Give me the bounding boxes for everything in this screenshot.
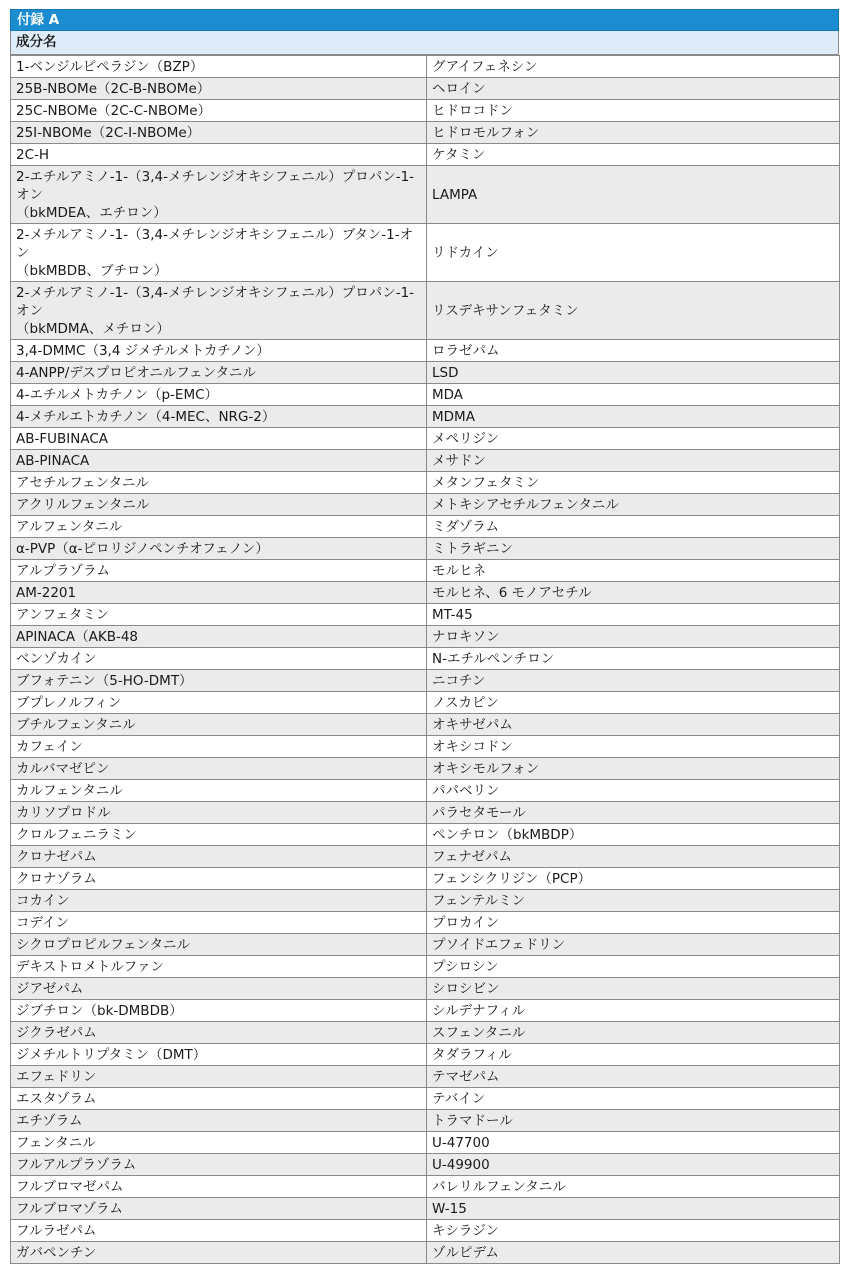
table-row <box>11 516 840 538</box>
ingredient-cell-left: 1-ベンジルピペラジン（BZP） <box>11 56 427 78</box>
table-row <box>11 714 840 736</box>
table-row <box>11 56 840 78</box>
ingredient-cell-left: ベンゾカイン <box>11 648 427 670</box>
table-row <box>11 648 840 670</box>
ingredient-cell-right: バレリルフェンタニル <box>427 1176 840 1198</box>
table-row <box>11 824 840 846</box>
table-row <box>11 224 840 282</box>
appendix-title: 付録 A <box>10 9 839 31</box>
table-row <box>11 1242 840 1264</box>
ingredient-cell-left: フルブロマゼパム <box>11 1176 427 1198</box>
table-row <box>11 340 840 362</box>
table-row <box>11 1088 840 1110</box>
ingredient-cell-left: ジクラゼパム <box>11 1022 427 1044</box>
ingredient-cell-right: リドカイン <box>427 224 840 282</box>
table-row <box>11 100 840 122</box>
ingredient-cell-right: ミダゾラム <box>427 516 840 538</box>
ingredient-cell-right: ノスカピン <box>427 692 840 714</box>
ingredient-cell-left: フェンタニル <box>11 1132 427 1154</box>
ingredient-cell-left: カリソプロドル <box>11 802 427 824</box>
ingredient-cell-left: アンフェタミン <box>11 604 427 626</box>
ingredient-cell-left: クロナゼパム <box>11 846 427 868</box>
table-row <box>11 1000 840 1022</box>
table-row <box>11 846 840 868</box>
ingredient-cell-left: アクリルフェンタニル <box>11 494 427 516</box>
ingredient-cell-right: シルデナフィル <box>427 1000 840 1022</box>
table-row <box>11 604 840 626</box>
table-row <box>11 670 840 692</box>
ingredient-cell-left: エスタゾラム <box>11 1088 427 1110</box>
table-row <box>11 1022 840 1044</box>
ingredient-cell-left: 2-メチルアミノ-1-（3,4-メチレンジオキシフェニル）プロパン-1-オン （bkMDMA、メチロン） <box>11 282 427 340</box>
ingredient-cell-right: U-49900 <box>427 1154 840 1176</box>
table-row <box>11 802 840 824</box>
ingredient-cell-right: プロカイン <box>427 912 840 934</box>
ingredient-cell-right: LSD <box>427 362 840 384</box>
ingredient-cell-left: クロルフェニラミン <box>11 824 427 846</box>
ingredient-cell-left: フルブロマゾラム <box>11 1198 427 1220</box>
table-row <box>11 582 840 604</box>
table-row <box>11 780 840 802</box>
ingredient-cell-right: キシラジン <box>427 1220 840 1242</box>
table-row <box>11 494 840 516</box>
ingredient-cell-right: ヒドロコドン <box>427 100 840 122</box>
ingredient-cell-right: トラマドール <box>427 1110 840 1132</box>
table-row <box>11 428 840 450</box>
ingredient-cell-right: W-15 <box>427 1198 840 1220</box>
ingredient-cell-left: ジアゼパム <box>11 978 427 1000</box>
ingredient-cell-left: シクロプロピルフェンタニル <box>11 934 427 956</box>
table-row <box>11 166 840 224</box>
ingredient-cell-right: ヘロイン <box>427 78 840 100</box>
ingredient-cell-left: 25C-NBOMe（2C-C-NBOMe） <box>11 100 427 122</box>
ingredient-cell-left: ブプレノルフィン <box>11 692 427 714</box>
table-row <box>11 362 840 384</box>
table-row <box>11 122 840 144</box>
table-row <box>11 450 840 472</box>
table-row <box>11 1044 840 1066</box>
table-row <box>11 384 840 406</box>
ingredient-cell-left: アルフェンタニル <box>11 516 427 538</box>
ingredient-cell-left: ガバペンチン <box>11 1242 427 1264</box>
table-row <box>11 560 840 582</box>
table-row <box>11 890 840 912</box>
ingredient-cell-right: ニコチン <box>427 670 840 692</box>
table-row <box>11 1066 840 1088</box>
table-row <box>11 144 840 166</box>
table-row <box>11 406 840 428</box>
ingredient-cell-left: エフェドリン <box>11 1066 427 1088</box>
table-row <box>11 1154 840 1176</box>
ingredient-cell-left: カルバマゼピン <box>11 758 427 780</box>
ingredient-cell-right: テマゼパム <box>427 1066 840 1088</box>
ingredient-cell-left: カルフェンタニル <box>11 780 427 802</box>
ingredient-cell-right: スフェンタニル <box>427 1022 840 1044</box>
ingredient-table <box>10 55 840 1264</box>
ingredient-cell-left: クロナゾラム <box>11 868 427 890</box>
appendix-sheet <box>10 9 839 1264</box>
ingredient-cell-left: AB-FUBINACA <box>11 428 427 450</box>
ingredient-cell-right: ヒドロモルフォン <box>427 122 840 144</box>
ingredient-cell-right: ケタミン <box>427 144 840 166</box>
table-row <box>11 758 840 780</box>
ingredient-cell-right: メサドン <box>427 450 840 472</box>
ingredient-cell-right: テバイン <box>427 1088 840 1110</box>
ingredient-cell-right: パラセタモール <box>427 802 840 824</box>
ingredient-cell-left: デキストロメトルファン <box>11 956 427 978</box>
table-row <box>11 1132 840 1154</box>
ingredient-cell-right: グアイフェネシン <box>427 56 840 78</box>
table-row <box>11 626 840 648</box>
table-row <box>11 1176 840 1198</box>
table-row <box>11 912 840 934</box>
table-row <box>11 956 840 978</box>
ingredient-cell-left: 2-エチルアミノ-1-（3,4-メチレンジオキシフェニル）プロパン-1-オン （bkMDEA、エチロン） <box>11 166 427 224</box>
ingredient-cell-left: α-PVP（α-ピロリジノペンチオフェノン） <box>11 538 427 560</box>
table-row <box>11 282 840 340</box>
ingredient-cell-left: ジメチルトリプタミン（DMT） <box>11 1044 427 1066</box>
ingredient-cell-right: N-エチルペンチロン <box>427 648 840 670</box>
ingredient-cell-left: 2-メチルアミノ-1-（3,4-メチレンジオキシフェニル）ブタン-1-オン （bkMBDB、ブチロン） <box>11 224 427 282</box>
ingredient-cell-right: ロラゼパム <box>427 340 840 362</box>
ingredient-cell-right: MDA <box>427 384 840 406</box>
table-row <box>11 472 840 494</box>
ingredient-cell-right: オキサゼパム <box>427 714 840 736</box>
ingredient-cell-left: 25I-NBOMe（2C-I-NBOMe） <box>11 122 427 144</box>
ingredient-cell-right: プソイドエフェドリン <box>427 934 840 956</box>
ingredient-cell-right: メペリジン <box>427 428 840 450</box>
ingredient-cell-left: APINACA（AKB-48 <box>11 626 427 648</box>
ingredient-cell-right: ナロキソン <box>427 626 840 648</box>
ingredient-cell-right: ミトラギニン <box>427 538 840 560</box>
ingredient-cell-right: モルヒネ、6 モノアセチル <box>427 582 840 604</box>
ingredient-cell-left: 3,4-DMMC（3,4 ジメチルメトカチノン） <box>11 340 427 362</box>
ingredient-cell-right: フェナゼパム <box>427 846 840 868</box>
table-row <box>11 78 840 100</box>
column-header: 成分名 <box>10 31 839 55</box>
table-row <box>11 868 840 890</box>
table-row <box>11 1110 840 1132</box>
ingredient-cell-right: モルヒネ <box>427 560 840 582</box>
ingredient-cell-right: MDMA <box>427 406 840 428</box>
ingredient-cell-right: ゾルピデム <box>427 1242 840 1264</box>
ingredient-cell-right: U-47700 <box>427 1132 840 1154</box>
table-row <box>11 978 840 1000</box>
ingredient-cell-left: コカイン <box>11 890 427 912</box>
table-row <box>11 1220 840 1242</box>
ingredient-cell-left: フルラゼパム <box>11 1220 427 1242</box>
ingredient-cell-left: カフェイン <box>11 736 427 758</box>
ingredient-cell-left: 4-ANPP/デスプロピオニルフェンタニル <box>11 362 427 384</box>
ingredient-cell-right: パパベリン <box>427 780 840 802</box>
ingredient-cell-left: 2C-H <box>11 144 427 166</box>
ingredient-cell-left: 25B-NBOMe（2C-B-NBOMe） <box>11 78 427 100</box>
ingredient-cell-right: オキシモルフォン <box>427 758 840 780</box>
ingredient-cell-right: メタンフェタミン <box>427 472 840 494</box>
ingredient-cell-right: LAMPA <box>427 166 840 224</box>
ingredient-cell-right: フェンシクリジン（PCP） <box>427 868 840 890</box>
ingredient-cell-left: 4-メチルエトカチノン（4-MEC、NRG-2） <box>11 406 427 428</box>
ingredient-cell-right: シロシビン <box>427 978 840 1000</box>
ingredient-cell-right: ペンチロン（bkMBDP） <box>427 824 840 846</box>
table-row <box>11 736 840 758</box>
ingredient-cell-left: アセチルフェンタニル <box>11 472 427 494</box>
ingredient-cell-left: AB-PINACA <box>11 450 427 472</box>
ingredient-cell-right: オキシコドン <box>427 736 840 758</box>
ingredient-cell-right: メトキシアセチルフェンタニル <box>427 494 840 516</box>
ingredient-cell-right: リスデキサンフェタミン <box>427 282 840 340</box>
ingredient-cell-left: アルプラゾラム <box>11 560 427 582</box>
table-row <box>11 1198 840 1220</box>
ingredient-cell-left: コデイン <box>11 912 427 934</box>
ingredient-cell-left: エチゾラム <box>11 1110 427 1132</box>
ingredient-cell-left: ジブチロン（bk-DMBDB） <box>11 1000 427 1022</box>
ingredient-cell-left: ブチルフェンタニル <box>11 714 427 736</box>
ingredient-cell-left: AM-2201 <box>11 582 427 604</box>
ingredient-cell-left: ブフォテニン（5-HO-DMT） <box>11 670 427 692</box>
table-row <box>11 538 840 560</box>
ingredient-cell-left: 4-エチルメトカチノン（p-EMC） <box>11 384 427 406</box>
ingredient-cell-right: プシロシン <box>427 956 840 978</box>
table-row <box>11 692 840 714</box>
ingredient-cell-left: フルアルプラゾラム <box>11 1154 427 1176</box>
ingredient-cell-right: タダラフィル <box>427 1044 840 1066</box>
ingredient-cell-right: フェンテルミン <box>427 890 840 912</box>
ingredient-cell-right: MT-45 <box>427 604 840 626</box>
table-row <box>11 934 840 956</box>
